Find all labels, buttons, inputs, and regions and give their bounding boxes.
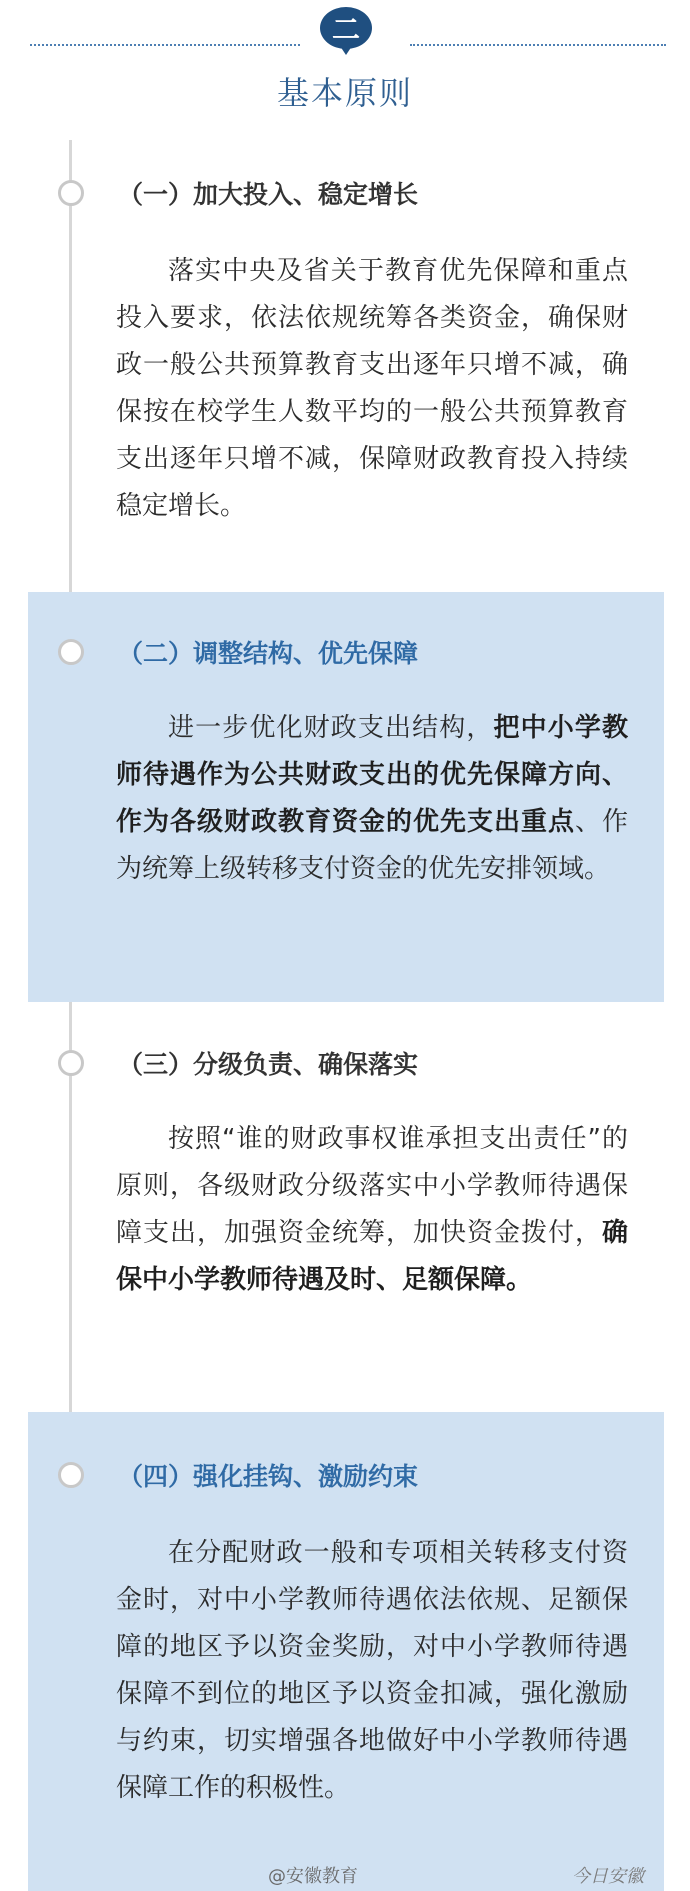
timeline-dot (58, 1050, 84, 1076)
body-text: 在分配财政一般和专项相关转移支付资金时，对中小学教师待遇依法依规、足额保障的地区予以资金奖励，对中小学教师待遇保障不到位的地区予以资金扣减，强化激励与约束，切实增强各地做好中小学教师待遇保障工作的积极性。 (116, 1538, 628, 1803)
section-body (116, 1530, 628, 1812)
badge-number: 二 (331, 13, 360, 46)
section-body (116, 248, 628, 530)
header-divider-right (410, 44, 666, 46)
timeline-dot (58, 639, 84, 665)
body-text: 按照“谁的财政事权谁承担支出责任”的原则，各级财政分级落实中小学教师待遇保障支出，加强资金统筹，加快资金拨付， (116, 1124, 628, 1248)
timeline-dot (58, 180, 84, 206)
section-title: （一）加大投入、稳定增长 (118, 180, 419, 209)
watermark-logo: 今日安徽 (572, 1866, 644, 1887)
emphasized-text: 确保中小学教师待遇及时、足额保障。 (116, 1218, 628, 1295)
timeline-dot (58, 1462, 84, 1488)
speech-bubble-badge (318, 6, 374, 56)
section-title: （四）强化挂钩、激励约束 (118, 1462, 419, 1491)
principle-section-1 (0, 140, 690, 590)
section-body (116, 705, 628, 893)
body-text: 、作为统筹上级转移支付资金的优先安排领域。 (116, 807, 628, 884)
header-divider-left (30, 44, 300, 46)
principle-section-4 (0, 1412, 690, 1891)
section-body (116, 1116, 628, 1304)
section-title: （三）分级负责、确保落实 (118, 1050, 419, 1079)
watermark-weibo: @安徽教育 (268, 1866, 358, 1887)
body-text: 落实中央及省关于教育优先保障和重点投入要求，依法依规统筹各类资金，确保财政一般公共预算教育支出逐年只增不减，确保按在校学生人数平均的一般公共预算教育支出逐年只增不减，保障财政教育投入持续稳定增长。 (116, 256, 628, 521)
section-title: （二）调整结构、优先保障 (118, 639, 419, 668)
body-text: 进一步优化财政支出结构， (168, 713, 494, 743)
principle-section-3 (0, 1002, 690, 1412)
emphasized-text: 把中小学教师待遇作为公共财政支出的优先保障方向、作为各级财政教育资金的优先支出重点 (116, 713, 628, 837)
principle-section-2 (0, 592, 690, 1002)
section-header (0, 0, 690, 120)
page-title: 基本原则 (276, 74, 413, 112)
